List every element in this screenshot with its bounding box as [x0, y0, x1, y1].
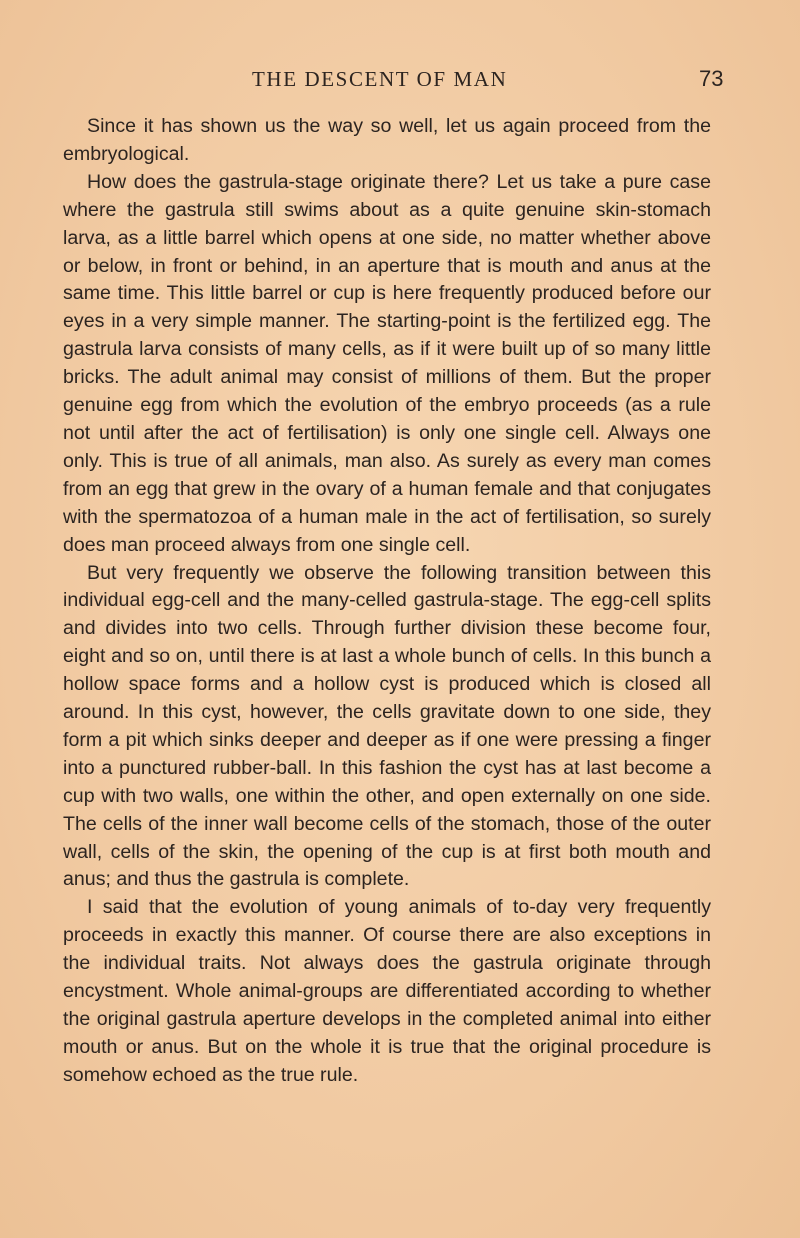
paragraph: But very frequently we observe the following transition between this individual egg-cell and the many-celled gastrula-stage. The egg-cell splits and divides into two cells. Through further division these become four, eight and so on, until there is at last a whole bunch of cells. In this bunch a hollow space forms and a hollow cyst is produced which is closed all around. In this cyst, however, the cells gravitate down to one side, they form a pit which sinks deeper and deeper as if one were pressing a finger into a punctured rubber-ball. In this fashion the cyst has at last become a cup with two walls, one within the other, and open externally on one side. The cells of the inner wall become cells of the stomach, those of the outer wall, cells of the skin, the opening of the cup is at first both mouth and anus; and thus the gastrula is complete. [63, 561, 711, 891]
paragraph: How does the gastrula-stage originate there? Let us take a pure case where the gastrula still swims about as a quite genuine skin-stomach larva, as a little barrel which opens at one side, no matter whether above or below, in front or behind, in an aperture that is mouth and anus at the same time. This little barrel or cup is here frequently produced before our eyes in a very simple manner. The starting-point is the fertilized egg. The gastrula larva consists of many cells, as if it were built up of so many little bricks. The adult animal may consist of millions of them. But the proper genuine egg from which the evolution of the embryo proceeds (as a rule not until after the act of fertilisation) is only one single cell. Always one only. This is true of all animals, man also. As surely as every man comes from an egg that grew in the ovary of a human female and that conjugates with the spermatozoa of a human male in the act of fertilisation, so surely does man proceed always from one single cell. [63, 170, 711, 556]
running-head-title: THE DESCENT OF MAN [252, 67, 508, 91]
paragraph: I said that the evolution of young animals of to-day very frequently proceeds in exactly this manner. Of course there are also exceptions in the individual traits. Not always does the gastrula originate through encystment. Whole animal-groups are differentiated according to whether the original gastrula aperture develops in the completed animal into either mouth or anus. But on the whole it is true that the original procedure is somehow echoed as the true rule. [63, 896, 711, 1086]
running-head [0, 64, 800, 94]
paragraph: Since it has shown us the way so well, let us again proceed from the embryological. [63, 115, 711, 165]
body-text [63, 113, 711, 1090]
page-number: 73 [699, 66, 724, 91]
